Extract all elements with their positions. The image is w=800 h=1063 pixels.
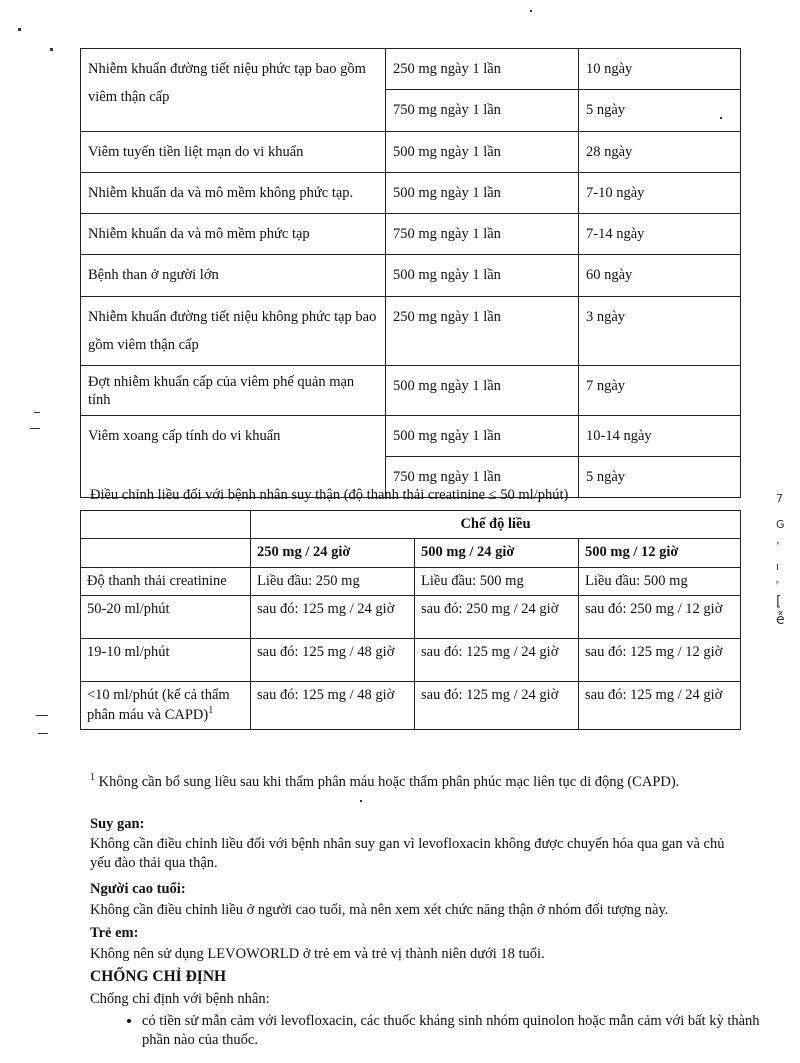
regimen-header: 500 mg / 12 giờ [579,539,741,567]
duration-cell: 5 ngày [579,90,741,131]
regimen-header: 250 mg / 24 giờ [251,539,415,567]
dose-cell: sau đó: 125 mg / 24 giờ [251,596,415,639]
dose-cell: sau đó: 250 mg / 12 giờ [579,596,741,639]
dose-cell: 750 mg ngày 1 lần [386,457,579,498]
scan-speck [18,28,21,31]
dose-cell: sau đó: 125 mg / 48 giờ [251,639,415,682]
table-row [81,415,741,456]
dose-cell: 500 mg ngày 1 lần [386,172,579,213]
indication-cell: Nhiễm khuẩn da và mô mềm không phức tạp. [81,172,386,213]
contraindication-list [118,1012,766,1050]
margin-fragment: G [776,518,785,531]
indication-cell: Viêm tuyến tiền liệt mạn do vi khuẩn [81,131,386,172]
section-heading-hepatic: Suy gan: [90,816,145,832]
footnote-text: Không cần bổ sung liều sau khi thẩm phân máu hoặc thẩm phân phúc mạc liên tục di động (CAPD). [95,773,680,790]
renal-dosing-table [80,510,741,730]
table-row [81,366,741,416]
margin-fragment: [ [776,594,782,610]
dose-cell: 500 mg ngày 1 lần [386,366,579,416]
renal-adjustment-caption: Điều chỉnh liều đối với bệnh nhân suy thận (độ thanh thải creatinine ≤ 50 ml/phút) [90,487,569,503]
dose-cell: 250 mg ngày 1 lần [386,49,579,90]
clearance-cell: 19-10 ml/phút [81,639,251,682]
dosing-regimen-header: Chế độ liều [251,511,741,539]
table-row [81,49,741,90]
table-row [81,296,741,366]
table-row [81,567,741,595]
table-row [81,214,741,255]
section-body-hepatic: Không cần điều chỉnh liều đối với bệnh nhân suy gan vì levofloxacin không được chuyển hóa qua gan và chủ yếu đào thải qua thận. [90,836,725,871]
empty-header-cell [81,511,251,539]
footnote [90,771,742,792]
section-body-elderly: Không cần điều chỉnh liều ở người cao tuổi, mà nên xem xét chức năng thận ở nhóm đối tượng này. [90,902,669,918]
clearance-cell: Độ thanh thải creatinine [81,567,251,595]
clearance-cell [81,682,251,730]
duration-cell: 3 ngày [579,296,741,366]
dose-cell: sau đó: 125 mg / 12 giờ [579,639,741,682]
table-subheader-row [81,539,741,567]
clearance-text: <10 ml/phút (kể cả thẩm phân máu và CAPD) [87,687,230,723]
margin-fragment: ʳ [776,578,779,591]
scan-speck [530,10,532,12]
section-body-children: Không nên sử dụng LEVOWORLD ở trẻ em và trẻ vị thành niên dưới 18 tuổi. [90,946,545,962]
table-row [81,131,741,172]
contraindication-intro: Chống chỉ định với bệnh nhân: [90,991,270,1007]
dose-cell: 250 mg ngày 1 lần [386,296,579,366]
dose-cell: Liều đầu: 500 mg [415,567,579,595]
dose-cell: Liều đầu: 500 mg [579,567,741,595]
table-row [81,172,741,213]
indication-cell: Nhiễm khuẩn đường tiết niệu không phức tạp bao gồm viêm thận cấp [81,296,386,366]
duration-cell: 28 ngày [579,131,741,172]
margin-fragment: ı [776,560,780,573]
indication-cell: Bệnh than ở người lớn [81,255,386,296]
dose-cell: sau đó: 250 mg / 24 giờ [415,596,579,639]
regimen-header: 500 mg / 24 giờ [415,539,579,567]
table-row [81,682,741,730]
dose-cell: 500 mg ngày 1 lần [386,131,579,172]
scan-speck [30,428,40,429]
duration-cell: 7-10 ngày [579,172,741,213]
indication-cell: Đợt nhiễm khuẩn cấp của viêm phế quản mạn tính [81,366,386,416]
dose-cell: sau đó: 125 mg / 24 giờ [415,682,579,730]
list-item: • có tiền sử mẫn cảm với levofloxacin, các thuốc kháng sinh nhóm quinolon hoặc mẫn cảm với bất kỳ thành phần nào của thuốc. [142,1012,766,1050]
duration-cell: 60 ngày [579,255,741,296]
dosage-table [80,48,741,498]
indication-cell: Nhiễm khuẩn đường tiết niệu phức tạp bao gồm viêm thận cấp [81,49,386,132]
contraindication-heading: CHỐNG CHỈ ĐỊNH [90,968,227,985]
indication-cell: Viêm xoang cấp tính do vi khuẩn [81,415,386,498]
indication-cell: Nhiễm khuẩn da và mô mềm phức tạp [81,214,386,255]
section-heading-elderly: Người cao tuổi: [90,881,186,897]
scan-speck [36,715,48,716]
margin-fragment: 7 [776,492,783,505]
scan-speck [50,48,53,51]
duration-cell: 10 ngày [579,49,741,90]
table-row [81,639,741,682]
scan-speck [38,733,48,734]
table-row [81,255,741,296]
scan-speck [34,412,40,413]
dose-cell: sau đó: 125 mg / 24 giờ [415,639,579,682]
footnote-ref: 1 [208,704,214,716]
duration-cell: 7-14 ngày [579,214,741,255]
dose-cell: 750 mg ngày 1 lần [386,90,579,131]
margin-fragment: ʼ [776,540,780,553]
empty-header-cell [81,539,251,567]
dose-cell: sau đó: 125 mg / 24 giờ [579,682,741,730]
clearance-cell: 50-20 ml/phút [81,596,251,639]
table-row [81,596,741,639]
dose-cell: 750 mg ngày 1 lần [386,214,579,255]
scan-speck [360,800,362,802]
dose-cell: Liều đầu: 250 mg [251,567,415,595]
duration-cell: 10-14 ngày [579,415,741,456]
dose-cell: 500 mg ngày 1 lần [386,255,579,296]
dose-cell: 500 mg ngày 1 lần [386,415,579,456]
duration-cell: 5 ngày [579,457,741,498]
dose-cell: sau đó: 125 mg / 48 giờ [251,682,415,730]
table-header-row [81,511,741,539]
section-heading-children: Trẻ em: [90,925,139,941]
footnote-marker: 1 [90,772,95,783]
duration-cell: 7 ngày [579,366,741,416]
margin-fragment: ễ [776,612,785,628]
